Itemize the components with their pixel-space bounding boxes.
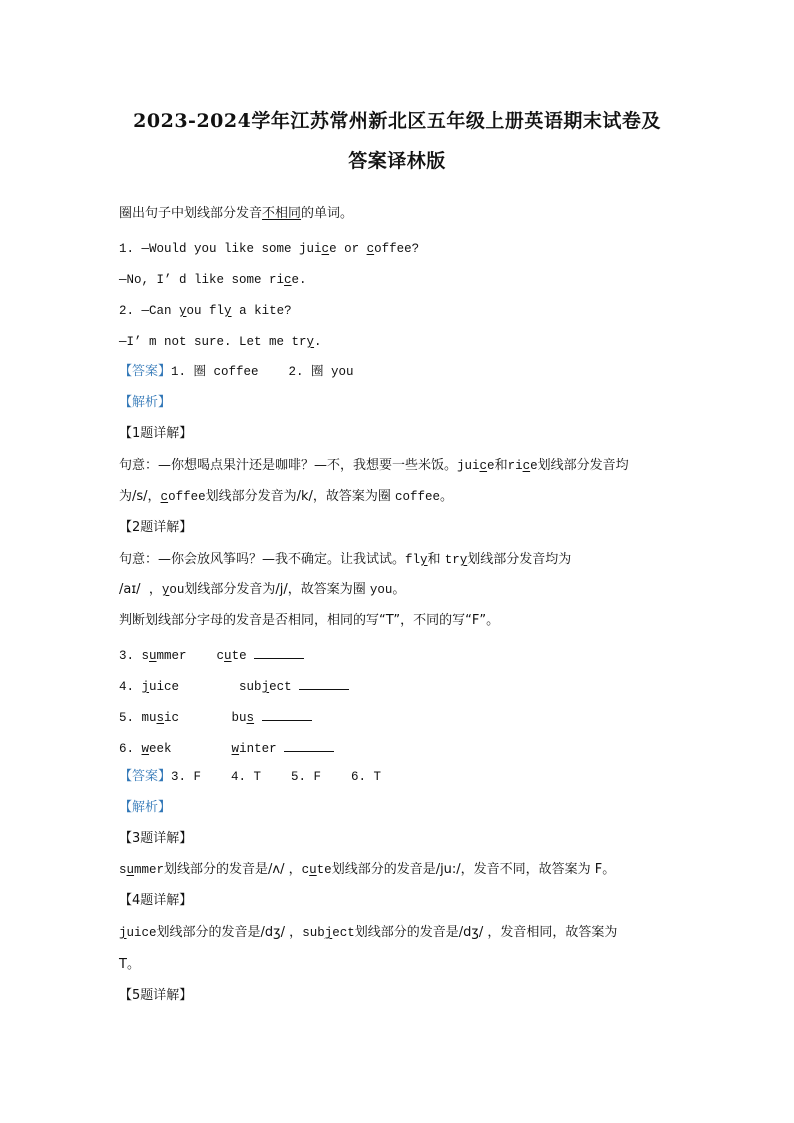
- text-segment: 。: [392, 582, 406, 597]
- text-line: [119, 457, 629, 475]
- document-title-line-1: 2023-2024学年江苏常州新北区五年级上册英语期末试卷及: [133, 110, 661, 132]
- text-segment: ou: [169, 583, 185, 597]
- text-segment: e: [530, 459, 538, 473]
- answer-blank: [254, 646, 304, 659]
- text-line: [119, 394, 171, 412]
- underlined-text: y: [179, 304, 187, 318]
- text-segment: uice: [126, 926, 157, 940]
- underlined-text: w: [231, 742, 240, 756]
- answer-blank: [262, 708, 312, 721]
- text-segment: 划线部分的发音是/ʌ/ ，: [164, 862, 302, 877]
- text-segment: e or: [329, 242, 367, 256]
- text-segment: 【1题详解】: [119, 426, 193, 441]
- section-label: 【解析】: [119, 800, 172, 815]
- underlined-text: u: [149, 649, 157, 663]
- text-line: [119, 205, 353, 223]
- text-line: [119, 581, 405, 599]
- text-segment: 4.: [119, 680, 142, 694]
- answer-blank: [284, 739, 334, 752]
- underlined-text: j: [261, 680, 270, 694]
- text-segment: ic bu: [164, 711, 247, 725]
- text-line: [119, 799, 171, 817]
- text-line: [119, 739, 334, 758]
- text-segment: te: [231, 649, 255, 663]
- text-segment: 1. 圈 coffee 2. 圈 you: [171, 365, 354, 379]
- text-segment: 判断划线部分字母的发音是否相同，相同的写“T”，不同的写“F”。: [119, 613, 500, 628]
- text-segment: s: [119, 863, 127, 877]
- underlined-text: j: [119, 926, 127, 940]
- text-segment: 和: [494, 458, 508, 473]
- text-segment: 【4题详解】: [119, 893, 193, 908]
- text-segment: offee?: [374, 242, 420, 256]
- text-segment: 【2题详解】: [119, 520, 193, 535]
- section-label: 【答案】: [119, 364, 172, 379]
- text-segment: 划线部分的发音是/ju:/，发音不同，故答案为 F。: [331, 862, 616, 877]
- text-segment: T。: [119, 957, 140, 972]
- underlined-text: w: [141, 742, 150, 756]
- underlined-text: y: [306, 335, 315, 349]
- text-segment: sub: [302, 926, 325, 940]
- text-segment: offee: [168, 490, 206, 504]
- text-segment: 划线部分的发音是/dʒ/ ，发音相同，故答案为: [354, 925, 618, 940]
- text-segment: ect: [332, 926, 355, 940]
- text-line: [119, 987, 192, 1005]
- underlined-text: u: [309, 863, 317, 877]
- underlined-text: y: [420, 553, 428, 567]
- text-line: [119, 551, 571, 569]
- text-segment: 划线部分的发音是/dʒ/ ，: [156, 925, 303, 940]
- underlined-text: u: [224, 649, 232, 663]
- underlined-text: s: [156, 711, 165, 725]
- text-line: [119, 956, 140, 974]
- underlined-text: c: [522, 459, 531, 473]
- text-segment: coffee: [395, 490, 441, 504]
- underlined-text: c: [160, 490, 169, 504]
- text-line: [119, 924, 617, 942]
- text-line: [119, 612, 499, 630]
- underlined-text: c: [366, 242, 375, 256]
- underlined-text: s: [246, 711, 255, 725]
- text-line: [119, 488, 453, 506]
- text-segment: 【3题详解】: [119, 831, 193, 846]
- text-segment: ect: [269, 680, 300, 694]
- text-line: [119, 708, 312, 727]
- text-segment: te: [316, 863, 332, 877]
- text-segment: 5. mu: [119, 711, 157, 725]
- text-line: [119, 425, 192, 443]
- text-segment: 划线部分发音均为: [467, 552, 572, 567]
- text-segment: .: [314, 335, 322, 349]
- text-segment: inter: [239, 742, 285, 756]
- underlined-text: c: [321, 242, 330, 256]
- text-segment: 3. F 4. T 5. F 6. T: [171, 770, 382, 784]
- text-segment: mmer: [134, 863, 165, 877]
- text-segment: 1. —Would you like some jui: [119, 242, 322, 256]
- text-line: [119, 363, 354, 381]
- text-segment: —I’ m not sure. Let me tr: [119, 335, 307, 349]
- text-segment: a kite?: [231, 304, 292, 318]
- text-segment: ri: [507, 459, 523, 473]
- text-line: [119, 333, 322, 351]
- underlined-text: j: [324, 926, 333, 940]
- text-segment: 划线部分发音为/k/，故答案为圈: [205, 489, 395, 504]
- text-segment: you: [369, 583, 393, 597]
- text-segment: 划线部分发音为/j/，故答案为圈: [184, 582, 370, 597]
- text-segment: /aɪ/ ，: [119, 582, 162, 597]
- section-label: 【解析】: [119, 395, 172, 410]
- text-segment: 6.: [119, 742, 142, 756]
- underlined-text: c: [479, 459, 488, 473]
- text-segment: e: [487, 459, 495, 473]
- text-segment: eek: [149, 742, 232, 756]
- document-title-line-2: 答案译林版: [348, 150, 446, 172]
- text-line: [119, 861, 615, 879]
- text-segment: e.: [291, 273, 307, 287]
- text-segment: c: [301, 863, 310, 877]
- text-segment: 。: [440, 489, 454, 504]
- underlined-text: y: [224, 304, 232, 318]
- underlined-text: y: [459, 553, 468, 567]
- answer-blank: [299, 677, 349, 690]
- underlined-text: c: [284, 273, 292, 287]
- text-line: [119, 677, 349, 696]
- text-segment: —No, I’ d like some ri: [119, 273, 285, 287]
- text-segment: 圈出句子中划线部分发音: [119, 206, 263, 221]
- text-segment: fl: [405, 553, 421, 567]
- text-segment: 句意：—你会放风筝吗？—我不确定。让我试试。: [119, 552, 406, 567]
- text-segment: tr: [444, 553, 460, 567]
- underlined-text: y: [161, 583, 170, 597]
- text-line: [119, 768, 381, 786]
- text-segment: 3. s: [119, 649, 150, 663]
- text-segment: 2. —Can: [119, 304, 180, 318]
- text-line: [119, 830, 192, 848]
- text-segment: mmer c: [156, 649, 225, 663]
- text-segment: 为/s/，: [119, 489, 161, 504]
- text-segment: 和: [427, 552, 445, 567]
- text-segment: 划线部分发音均: [537, 458, 629, 473]
- underlined-text: j: [141, 680, 150, 694]
- text-segment: 句意：—你想喝点果汁还是咖啡？—不，我想要一些米饭。: [119, 458, 458, 473]
- text-segment: 的单词。: [301, 206, 354, 221]
- text-segment: jui: [457, 459, 480, 473]
- text-line: [119, 892, 192, 910]
- section-label: 【答案】: [119, 769, 172, 784]
- text-line: [119, 646, 304, 665]
- underlined-text: u: [126, 863, 135, 877]
- text-line: [119, 302, 292, 320]
- text-segment: uice sub: [149, 680, 262, 694]
- text-segment: [254, 711, 262, 725]
- text-line: [119, 240, 419, 258]
- underlined-text: 不相同: [262, 206, 302, 221]
- text-line: [119, 271, 307, 289]
- text-line: [119, 519, 192, 537]
- text-segment: ou fl: [186, 304, 225, 318]
- text-segment: 【5题详解】: [119, 988, 193, 1003]
